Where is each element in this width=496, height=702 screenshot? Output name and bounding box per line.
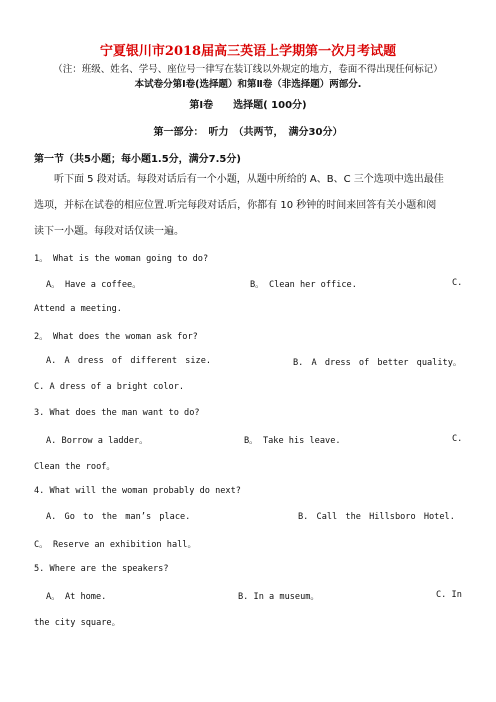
question-4-option-c: C。 Reserve an exhibition hall。 [34,540,197,550]
question-1-option-c: Attend a meeting. [34,304,122,314]
question-5-option-c: the city square。 [34,618,121,628]
question-5-option-c-label: C. In [436,590,462,600]
question-2-option-c: C. A dress of a bright color. [34,382,185,392]
listening-instructions [34,167,464,245]
instruction-line: 读下一小题。每段对话仅读一遍。 [34,226,184,237]
question-5-stem: 5. Where are the speakers? [34,564,169,574]
question-1-option-c-label: C. [452,278,463,288]
question-1-option-b: B。 Clean her office. [250,280,357,290]
volume-heading: 第Ⅰ卷 选择题( 100分) [189,100,307,111]
question-3-option-c: Clean the roof。 [34,462,116,472]
instruction-line: 选项，并标在试卷的相应位置.听完每段对话后，你都有 10 秒钟的时间来回答有关小题和阅 [34,200,437,211]
question-4-stem: 4. What will the woman probably do next? [34,486,241,496]
question-2-option-a: A. A dress of different size. [46,356,212,366]
question-2-stem: 2。 What does the woman ask for? [34,332,198,342]
question-3-option-c-label: C. [452,434,463,444]
question-5-option-a: A。 At home. [46,592,107,602]
question-4-option-b: B. Call the Hillsboro Hotel. [298,512,455,522]
question-5-option-b: B. In a museum。 [238,592,320,602]
question-4-option-a: A. Go to the man’s place. [46,512,191,522]
question-3-option-a: A. Borrow a ladder。 [46,436,148,446]
question-2-option-b: B. A dress of better quality。 [293,358,462,368]
instruction-note: （注：班级、姓名、学号、座位号一律写在装订线以外规定的地方，卷面不得出现任何标记） [53,64,443,75]
page-title: 宁夏银川市2018届高三英语上学期第一次月考试题 [99,44,397,59]
question-1-stem: 1。 What is the woman going to do? [34,254,209,264]
question-3-stem: 3. What does the man want to do? [34,408,200,418]
question-3-option-b: B。 Take his leave. [244,436,341,446]
section-heading: 第一节（共5小题；每小题1.5分，满分7.5分) [34,154,241,165]
question-1-option-a: A。 Have a coffee。 [46,280,141,290]
part-heading: 第一部分： 听力 （共两节， 满分30分） [153,127,343,138]
instruction-line: 听下面 5 段对话。每段对话后有一个小题，从题中所给的 A、B、C 三个选项中选出最佳 [54,174,444,185]
exam-intro: 本试卷分第Ⅰ卷(选择题）和第Ⅱ卷（非选择题）两部分. [134,79,362,90]
